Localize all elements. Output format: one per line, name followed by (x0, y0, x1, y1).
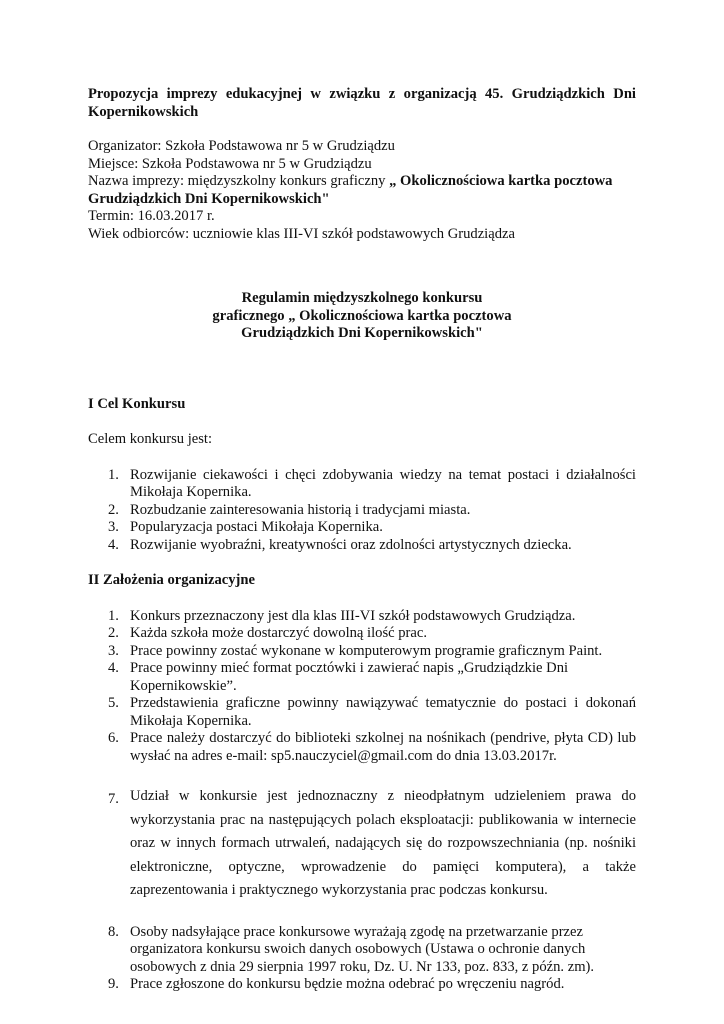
rules-title-line1: Regulamin międzyszkolnego konkursu (241, 290, 483, 306)
list-item: 3. Prace powinny zostać wykonane w komputerowym programie graficznym Paint. (108, 642, 603, 659)
rules-title-line3: Grudziądzkich Dni Kopernikowskich" (241, 325, 483, 341)
list-item: 5. Przedstawienia graficzne powinny nawiązywać tematycznie do postaci i dokonań Mikołaja Kopernika. (108, 695, 636, 729)
list-item: 9. Prace zgłoszone do konkursu będzie można odebrać po wręczeniu nagród. (108, 976, 565, 992)
list-item: 7. Udział w konkursie jest jednoznaczny z nieodpłatnym udzieleniem prawa do wykorzystania prac na następujących polach eksploatacji: publikowania w internecie oraz w innych formach utrwaleń, nadających się do rozpowszechniania (np. nośniki elektroniczne, optyczne, wprowadzenie do pamięci komputera), a także zaprezentowania i praktycznego wykorzystania prac podczas konkursu. (108, 788, 636, 898)
section1-heading: I Cel Konkursu (88, 395, 186, 412)
organizer-line: Organizator: Szkoła Podstawowa nr 5 w Grudziądzu (88, 138, 395, 154)
section2-heading: II Założenia organizacyjne (88, 572, 256, 588)
list-item: 2. Rozbudzanie zainteresowania historią i tradycjami miasta. (108, 501, 471, 518)
document-title-line2: Kopernikowskich (88, 103, 199, 120)
document-page (88, 86, 636, 994)
list-item: 2. Każda szkoła może dostarczyć dowolną ilość prac. (108, 625, 428, 641)
section1-intro: Celem konkursu jest: (88, 431, 213, 447)
event-name-prefix: Nazwa imprezy: międzyszkolny konkurs graficzny (88, 173, 390, 189)
place-line: Miejsce: Szkoła Podstawowa nr 5 w Grudziądzu (88, 155, 372, 172)
goals-list (88, 467, 636, 555)
list-item: 1. Rozwijanie ciekawości i chęci zdobywania wiedzy na temat postaci i działalności Mikołaja Kopernika. (108, 466, 636, 500)
list-item: 8. Osoby nadsyłające prace konkursowe wyrażają zgodę na przetwarzanie przez organizatora konkursu swoich danych osobowych (Ustawa o ochronie danych osobowych z dnia 29 sierpnia 1997 roku, Dz. U. Nr 133, poz. 833, z późn. zm). (108, 923, 595, 975)
list-item: 4. Prace powinny mieć format pocztówki i zawierać napis „Grudziądzkie Dni Kopernikowskie”. (108, 660, 569, 694)
list-item: 4. Rozwijanie wyobraźni, kreatywności oraz zdolności artystycznych dziecka. (108, 536, 572, 553)
list-item: 6. Prace należy dostarczyć do biblioteki szkolnej na nośnikach (pendrive, płyta CD) lub wysłać na adres e-mail: sp5.nauczyciel@gmail.com do dnia 13.03.2017r. (108, 730, 636, 764)
document-title-line1: Propozycja imprezy edukacyjnej w związku z organizacją 45. Grudziądzkich Dni (88, 86, 636, 102)
rules-title-line2: graficznego „ Okolicznościowa kartka pocztowa (212, 307, 512, 324)
event-name-line (88, 173, 636, 191)
list-item: 1. Konkurs przeznaczony jest dla klas III-VI szkół podstawowych Grudziądza. (108, 607, 576, 624)
list-item: 3. Popularyzacja postaci Mikołaja Kopernika. (108, 519, 383, 535)
event-name-continuation: Grudziądzkich Dni Kopernikowskich" (88, 190, 330, 207)
rules-list (88, 608, 636, 994)
date-line: Termin: 16.03.2017 r. (88, 208, 215, 224)
event-name-bold: „ Okolicznościowa kartka pocztowa (389, 173, 613, 189)
audience-line: Wiek odbiorców: uczniowie klas III-VI szkół podstawowych Grudziądza (88, 225, 515, 242)
